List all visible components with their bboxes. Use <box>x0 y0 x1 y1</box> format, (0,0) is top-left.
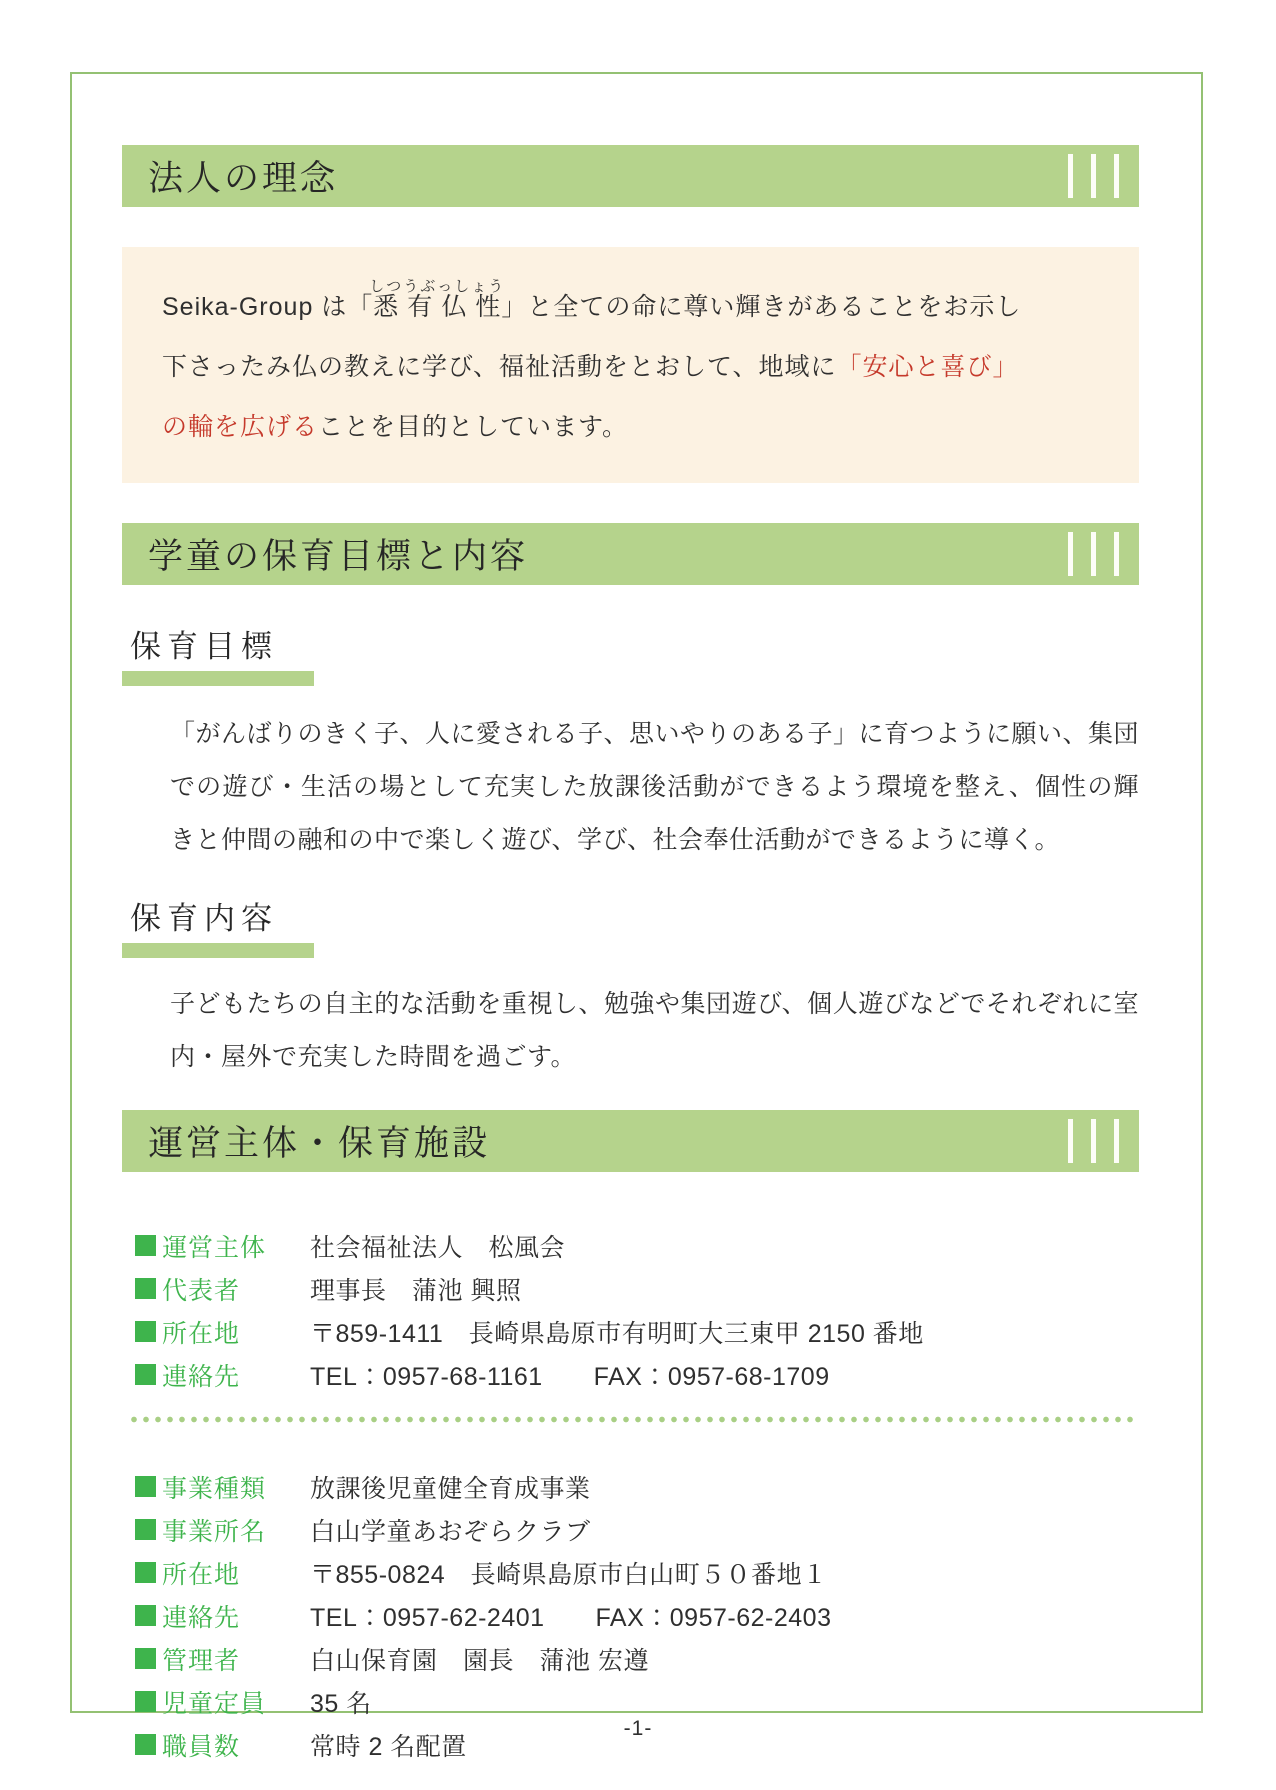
info-value: 放課後児童健全育成事業 <box>310 1474 591 1503</box>
info-label <box>135 1469 310 1505</box>
info-label-text: 連絡先 <box>162 1362 241 1391</box>
info-value: 社会福祉法人 松風会 <box>310 1233 566 1262</box>
square-bullet-icon <box>135 1605 156 1626</box>
info-label <box>135 1271 310 1307</box>
operator-info-block <box>122 1224 1139 1396</box>
philosophy-ruby-base: 悉有仏性 <box>369 293 506 321</box>
info-label-text: 連絡先 <box>162 1603 241 1632</box>
childcare-goal-text: 「がんばりのきく子、人に愛される子、思いやりのある子」に育つように願い、集団での遊び・生活の場として充実した放課後活動ができるよう環境を整え、個性の輝きと仲間の融和の中で楽しく遊び、学び、社会奉仕活動ができるように導く。 <box>170 720 1140 854</box>
philosophy-ruby <box>369 278 506 321</box>
square-bullet-icon <box>135 1691 156 1712</box>
info-label <box>135 1314 310 1350</box>
subheader-title: 保育目標 <box>130 629 278 664</box>
info-row-facility-contact <box>135 1594 1139 1637</box>
info-label-text: 運営主体 <box>162 1233 267 1262</box>
info-label-text: 所在地 <box>162 1560 241 1589</box>
info-label-text: 児童定員 <box>162 1689 267 1718</box>
square-bullet-icon <box>135 1235 156 1256</box>
info-value: 理事長 蒲池 興照 <box>310 1276 522 1305</box>
philosophy-line1-prefix: Seika-Group は「 <box>162 293 374 321</box>
section-header-philosophy <box>122 145 1139 207</box>
info-label <box>135 1555 310 1591</box>
philosophy-line3-red: の輪を広げる <box>162 413 319 441</box>
subheader-childcare-goal <box>122 621 314 686</box>
header-deco-bars-icon <box>1068 1119 1119 1163</box>
square-bullet-icon <box>135 1562 156 1583</box>
square-bullet-icon <box>135 1519 156 1540</box>
philosophy-box <box>122 247 1139 483</box>
square-bullet-icon <box>135 1364 156 1385</box>
info-label <box>135 1357 310 1393</box>
square-bullet-icon <box>135 1476 156 1497</box>
info-label <box>135 1228 310 1264</box>
info-row-address <box>135 1310 1139 1353</box>
info-label <box>135 1512 310 1548</box>
subheader-title: 保育内容 <box>130 901 278 936</box>
subheader-underline <box>122 671 314 686</box>
info-label <box>135 1641 310 1677</box>
info-row-contact <box>135 1353 1139 1396</box>
header-deco-bars-icon <box>1068 154 1119 198</box>
info-value: 白山学童あおぞらクラブ <box>310 1517 591 1546</box>
info-label-text: 所在地 <box>162 1319 241 1348</box>
info-label-text: 管理者 <box>162 1646 241 1675</box>
info-label <box>135 1598 310 1634</box>
info-row-facility-name <box>135 1508 1139 1551</box>
dotted-divider <box>128 1416 1136 1423</box>
square-bullet-icon <box>135 1321 156 1342</box>
square-bullet-icon <box>135 1648 156 1669</box>
info-row-operator <box>135 1224 1139 1267</box>
info-value: 35 名 <box>310 1689 372 1718</box>
info-value: TEL：0957-68-1161 FAX：0957-68-1709 <box>310 1362 830 1391</box>
info-row-manager <box>135 1637 1139 1680</box>
section-title: 運営主体・保育施設 <box>148 1124 491 1163</box>
info-label-text: 事業種類 <box>162 1474 267 1503</box>
philosophy-ruby-reading: しつうぶっしょう <box>369 278 506 295</box>
philosophy-line2-black: 下さったみ仏の教えに学び、福祉活動をとおして、地域に <box>162 353 837 381</box>
header-deco-bars-icon <box>1068 532 1119 576</box>
info-value: TEL：0957-62-2401 FAX：0957-62-2403 <box>310 1603 832 1632</box>
philosophy-line-1 <box>162 277 1109 337</box>
info-value: 〒859-1411 長崎県島原市有明町大三東甲 2150 番地 <box>310 1319 924 1348</box>
info-value: 〒855-0824 長崎県島原市白山町５０番地１ <box>310 1560 828 1589</box>
info-value: 白山保育園 園長 蒲池 宏遵 <box>310 1646 649 1675</box>
subheader-childcare-content <box>122 893 314 958</box>
info-row-facility-address <box>135 1551 1139 1594</box>
square-bullet-icon <box>135 1278 156 1299</box>
section-header-operation <box>122 1110 1139 1172</box>
info-row-business-type <box>135 1465 1139 1508</box>
info-label <box>135 1684 310 1720</box>
info-label-text: 代表者 <box>162 1276 241 1305</box>
info-value: 常時 2 名配置 <box>310 1732 467 1761</box>
section-header-goals <box>122 523 1139 585</box>
philosophy-line1-suffix: 」と全ての命に尊い輝きがあることをお示し <box>501 293 1022 321</box>
philosophy-line3-black: ことを目的としています。 <box>318 413 629 441</box>
page-number: -1- <box>623 1717 653 1740</box>
section-title: 学童の保育目標と内容 <box>148 537 529 576</box>
philosophy-line-2 <box>162 337 1109 397</box>
info-label-text: 職員数 <box>162 1732 241 1761</box>
subheader-underline <box>122 943 314 958</box>
philosophy-line2-red: 「安心と喜び」 <box>836 353 1019 381</box>
page-content <box>122 145 1139 1766</box>
childcare-content-text: 子どもたちの自主的な活動を重視し、勉強や集団遊び、個人遊びなどでそれぞれに室内・屋外で充実した時間を過ごす。 <box>170 990 1139 1071</box>
section-title: 法人の理念 <box>148 159 339 198</box>
philosophy-line-3 <box>162 397 1109 457</box>
info-label-text: 事業所名 <box>162 1517 267 1546</box>
info-row-representative <box>135 1267 1139 1310</box>
